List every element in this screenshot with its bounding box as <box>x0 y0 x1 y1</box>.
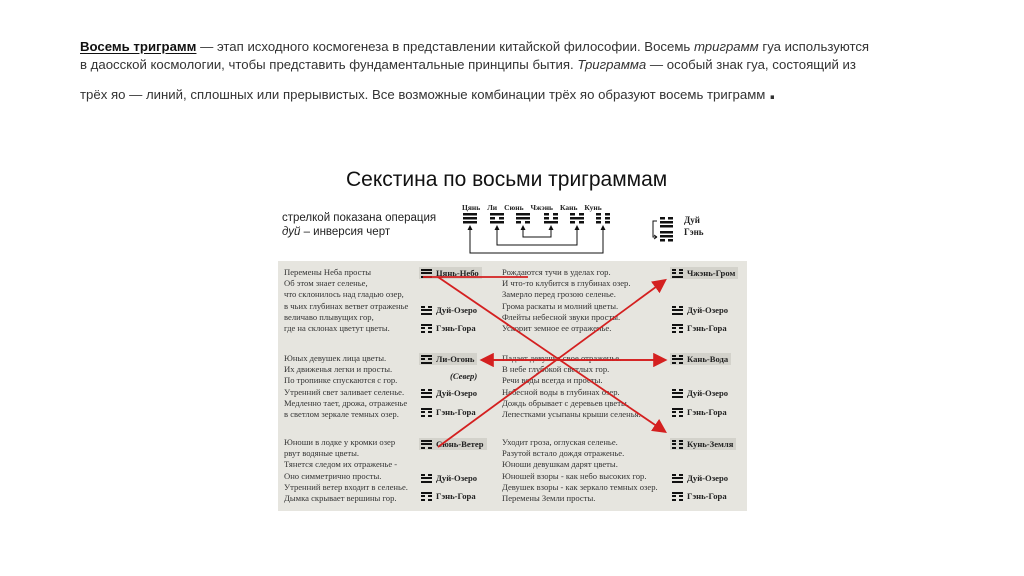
stanza-line: И что-то клубится в глубинах озер. <box>502 278 631 289</box>
stanza-line: величаво плывущих гор, <box>284 311 374 322</box>
intro-line1-italic: триграмм <box>693 39 759 54</box>
stanza-line: Девушек взоры - как зеркало темных озер. <box>502 481 658 492</box>
label-text: Сюнь-Ветер <box>436 439 484 449</box>
stanza-line: Перемены Неба просты <box>284 267 372 277</box>
sestina-table <box>278 261 747 511</box>
stanza-line: Флейты небесной звуки просты. <box>502 311 621 322</box>
stanza-line: Лепестками усыпаны крыши селенья. <box>502 409 641 420</box>
stanza-line: Речи воды всегда и просты. <box>502 375 603 386</box>
stanza-line: Грома раскаты и молний цветы. <box>502 300 619 311</box>
stanza-line: Об этом знает селенье, <box>284 278 368 289</box>
note-line2-rest: – инверсия черт <box>300 226 391 238</box>
intro-line-1 <box>80 38 960 56</box>
dui-legend <box>650 214 704 238</box>
trigram-flow-diagram <box>460 205 630 255</box>
connector-arrowheads <box>468 225 606 230</box>
stanza-line: По тропинке спускаются с гор. <box>284 375 398 386</box>
label-text: Кань-Вода <box>687 354 729 364</box>
note-line-2 <box>282 225 436 239</box>
stanza-line: Рождаются тучи в уделах гор. <box>502 267 611 277</box>
stanza-line: Юноши в лодке у кромки озер <box>284 437 396 447</box>
intro-paragraph <box>80 38 960 104</box>
intro-line-2 <box>80 56 960 74</box>
trigram-xun-icon <box>516 213 530 224</box>
label-text: Ли-Огонь <box>436 354 475 364</box>
stanza-line: Медленно тает, дрожа, отраженье <box>284 397 408 408</box>
note-line-1: стрелкой показана операция <box>282 212 437 224</box>
diagram-note <box>282 211 436 239</box>
stanza-line: Юноши девушкам дарят цветы. <box>502 459 618 470</box>
stanza-line: Ускорит земное ее отраженье. <box>502 323 612 334</box>
trigram-name: Кунь <box>584 203 602 212</box>
stanza-line: Дождь обрывает с деревьев цветы. <box>502 397 629 408</box>
label-text: Гэнь-Гора <box>687 407 727 417</box>
arrow-qian-to-kun <box>438 277 664 431</box>
stanza-line: Разутой встало дождя отраженье. <box>502 448 625 459</box>
stanza-line: Юношей взоры - как небо высоких гор. <box>502 470 647 481</box>
trigram-qian-icon <box>463 213 477 224</box>
stanza-line: Перемены Земли просты. <box>502 493 596 504</box>
label-text: Дуй-Озеро <box>436 473 478 483</box>
diagram-title: Секстина по восьми триграммам <box>346 168 668 191</box>
trigram-kun-icon <box>596 213 610 224</box>
trigram-name: Ли <box>487 203 498 212</box>
stanza-line: что склонилось над гладью озер, <box>284 289 404 300</box>
intro-line-3 <box>80 78 960 105</box>
trigram-kan-icon <box>570 213 584 224</box>
stanza-line: рвут водяные цветы. <box>284 448 360 459</box>
stanza-line: Дымка скрывает вершины гор. <box>284 493 397 504</box>
legend-dui: Дуй <box>684 215 700 225</box>
intro-end-dot: . <box>769 78 776 105</box>
trigram-name: Чжэнь <box>530 203 554 212</box>
stanza-line: Юных девушек лица цветы. <box>284 353 387 363</box>
stanza-line: Оно симметрично просты. <box>284 470 382 481</box>
trigram-li-icon <box>490 213 504 224</box>
trigram-name: Сюнь <box>504 203 524 212</box>
intro-line2-start: в даосской космологии, чтобы представить фундаментальные принципы бытия. <box>80 57 578 72</box>
note-italic: дуй <box>282 226 301 238</box>
label-text: Цянь-Небо <box>436 268 479 278</box>
label-text: Гэнь-Гора <box>436 323 476 333</box>
label-text: Дуй-Озеро <box>436 305 478 315</box>
label-text: Гэнь-Гора <box>687 491 727 501</box>
label-text: Дуй-Озеро <box>687 388 729 398</box>
intro-term: Восемь триграмм <box>80 39 197 54</box>
stanza-line: в чьих глубинах ветвет отраженье <box>284 300 409 311</box>
intro-line1-end: гуа используются <box>758 39 870 54</box>
stanza-line: В небе глубокой светлых гор. <box>502 364 610 375</box>
stanza-line: Утренний ветер входит в селенье. <box>284 481 408 492</box>
stanza-line: Их движенья легки и просты. <box>284 364 393 375</box>
legend-gen: Гэнь <box>684 227 704 237</box>
label-text: Дуй-Озеро <box>687 305 729 315</box>
stanza-line: Уходит гроза, оглуская селенье. <box>502 437 618 447</box>
red-arrows-overlay <box>278 261 747 511</box>
intro-line3-text: трёх яо — линий, сплошных или прерывистых. Все возможные комбинации трёх яо образуют восемь триграмм <box>80 87 766 102</box>
stanza-line: Падает девушка свое отраженье. <box>502 353 622 363</box>
label-text: Дуй-Озеро <box>436 388 478 398</box>
stanza-line: в светлом зеркале темных озер. <box>284 409 399 420</box>
label-text: Гэнь-Гора <box>436 407 476 417</box>
inversion-connectors <box>470 227 603 253</box>
trigram-symbols <box>463 213 610 224</box>
dui-legend-icon <box>650 214 680 244</box>
intro-line2-italic: Триграмма <box>577 57 647 72</box>
trigram-zhen-icon <box>544 213 558 224</box>
intro-line1-rest: — этап исходного космогенеза в представлении китайской философии. Восемь <box>196 39 694 54</box>
intro-line2-end: — особый знак гуа, состоящий из <box>646 57 856 72</box>
label-north: (Север) <box>450 371 478 381</box>
stanza-line: Тянется следом их отраженье - <box>284 459 398 470</box>
trigram-name: Цянь <box>462 203 481 212</box>
stanza-line: где на склонах цветут цветы. <box>284 323 390 334</box>
label-text: Дуй-Озеро <box>687 473 729 483</box>
label-text: Гэнь-Гора <box>687 323 727 333</box>
arrow-xun-to-zhen <box>438 281 664 447</box>
label-text: Гэнь-Гора <box>436 491 476 501</box>
stanza-line: Утренний свет заливает селенье. <box>284 386 405 397</box>
stanza-line: Небесной воды в глубинах озер. <box>502 386 620 397</box>
label-text: Чжэнь-Гром <box>687 268 736 278</box>
label-text: Кунь-Земля <box>687 439 734 449</box>
trigram-name: Кань <box>560 203 578 212</box>
stanza-line: Замерло перед грозою селенье. <box>502 289 616 300</box>
